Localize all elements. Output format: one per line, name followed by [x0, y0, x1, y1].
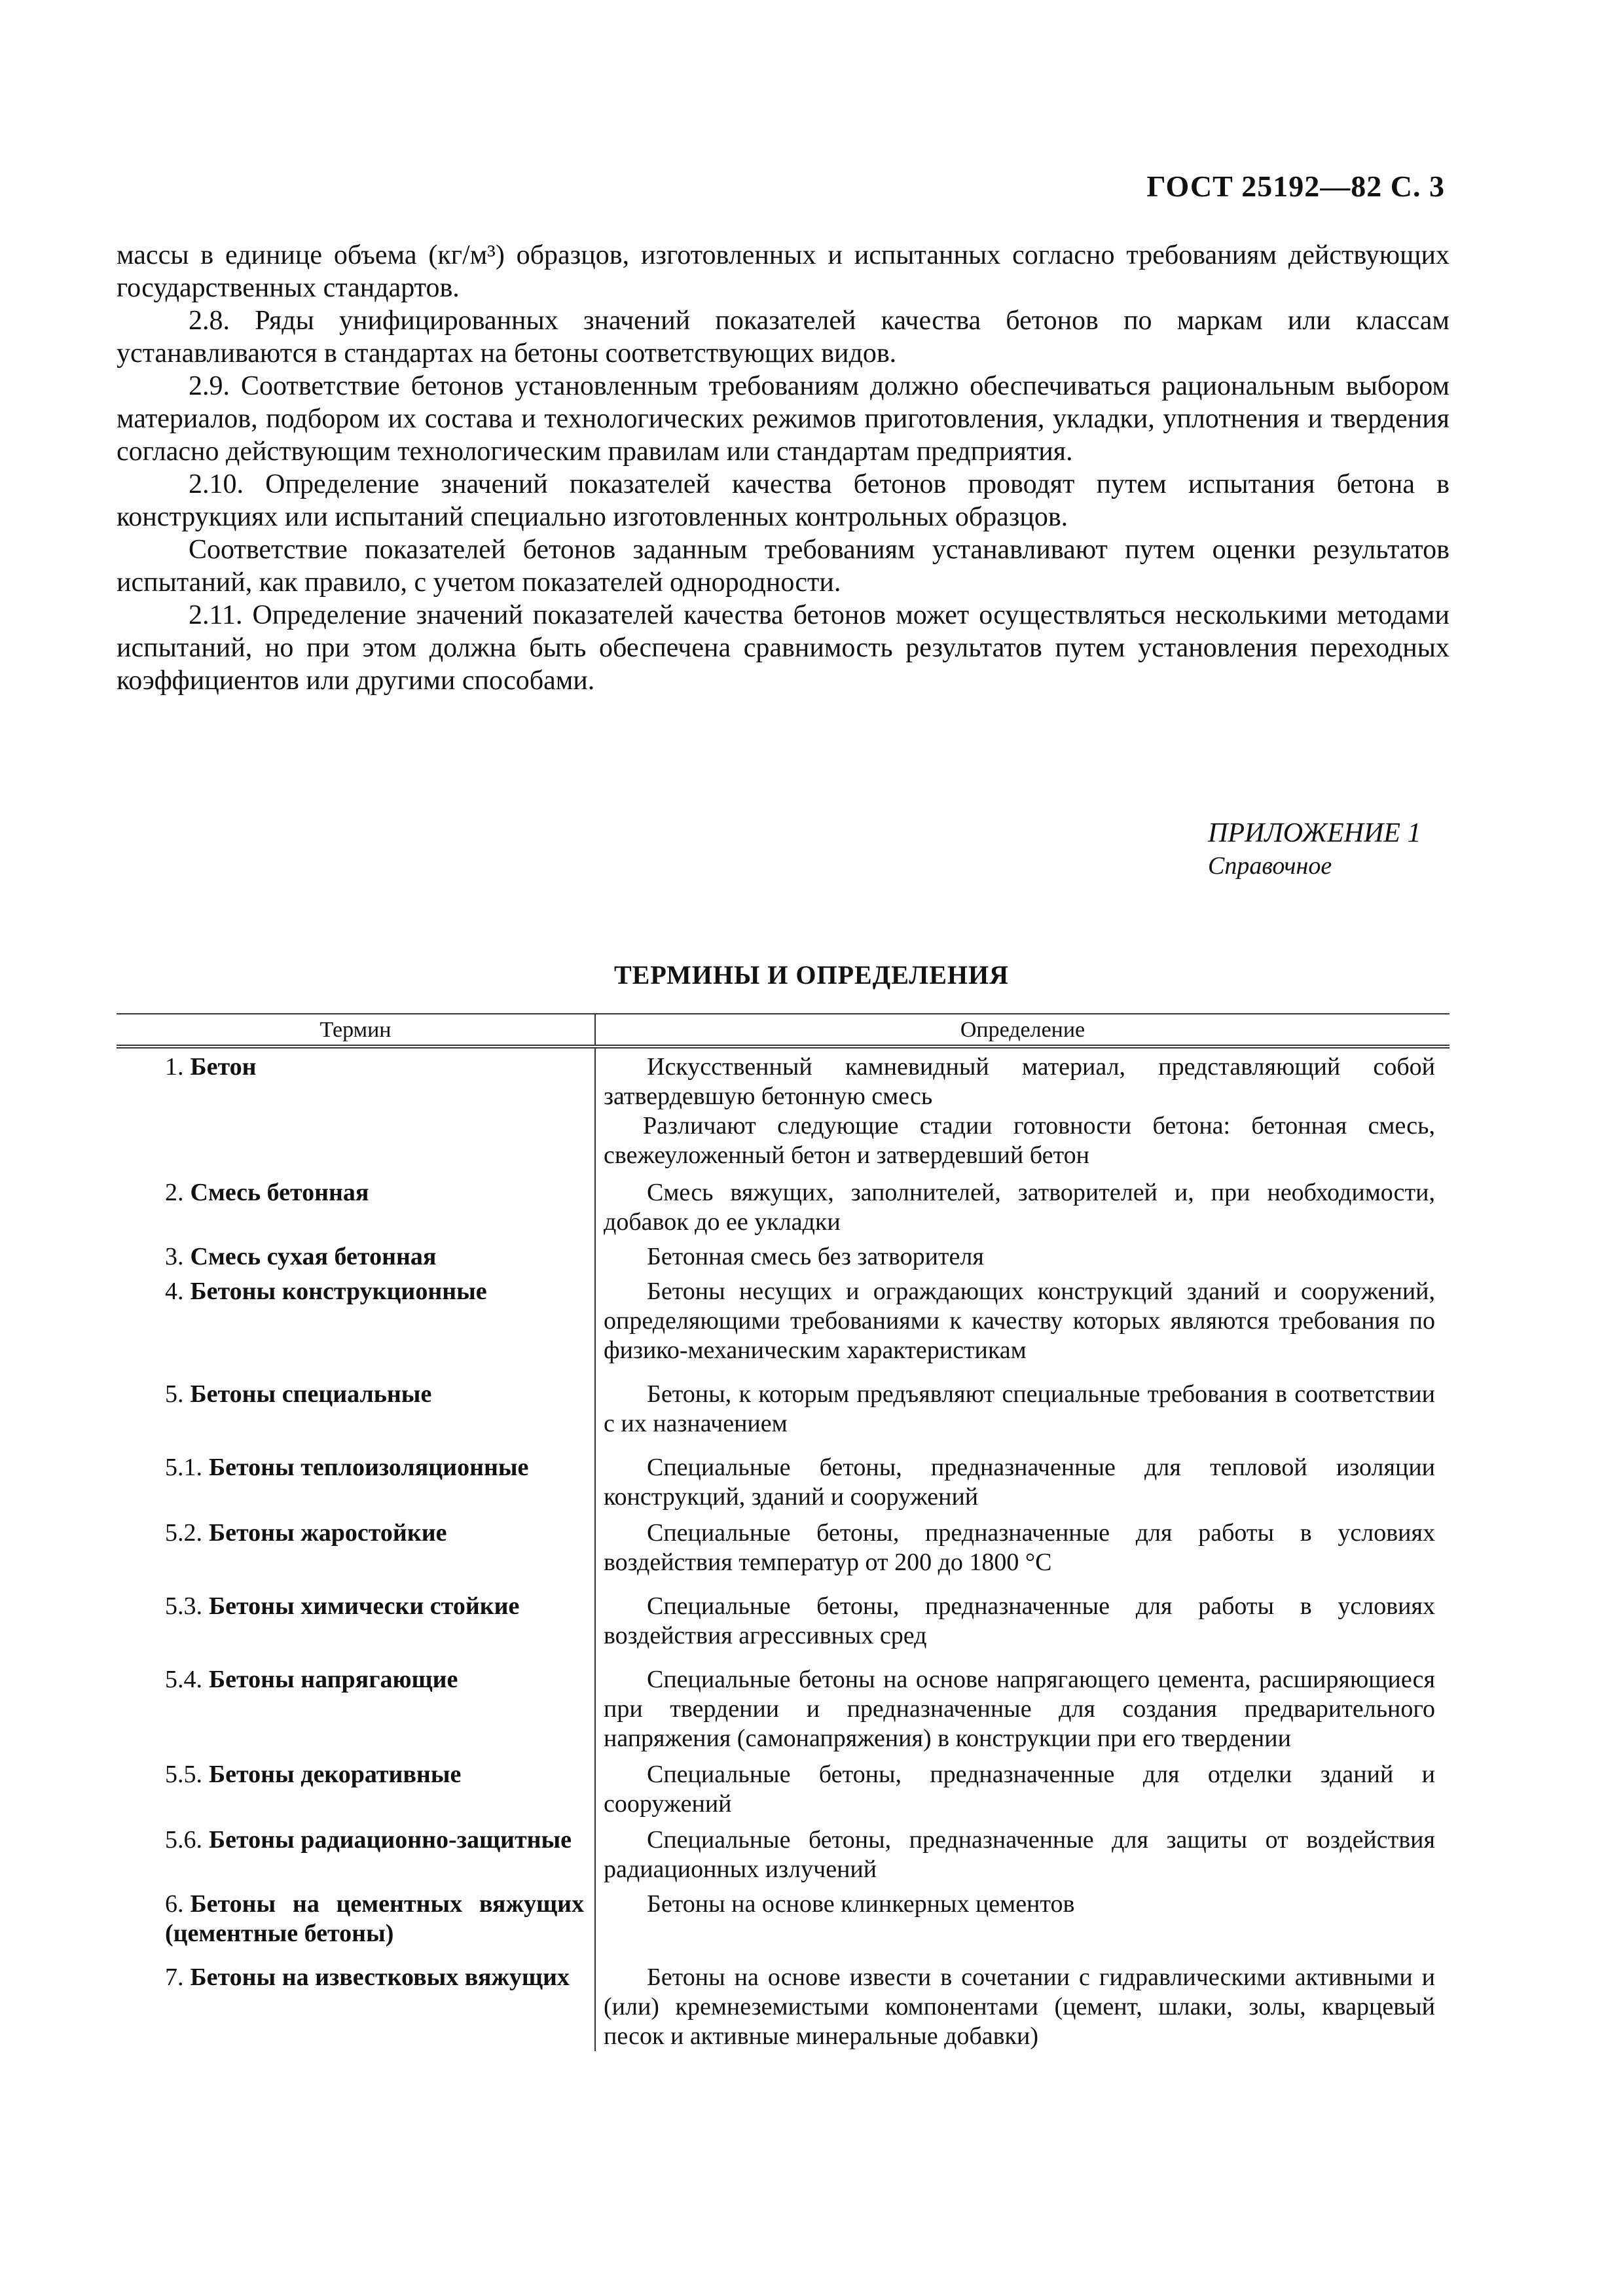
term-name: Бетоны специальные [190, 1380, 432, 1408]
table-row [117, 1884, 1450, 1948]
table-row [117, 1651, 1450, 1753]
table-row [117, 1819, 1450, 1884]
body-text [117, 239, 1450, 697]
term-number: 4. [165, 1278, 184, 1305]
term-number: 5. [165, 1380, 184, 1408]
term-name: Бетон [190, 1053, 257, 1081]
term-number: 3. [165, 1243, 184, 1270]
term-number: 5.3. [165, 1592, 202, 1620]
term-cell [117, 1592, 594, 1651]
paragraph: массы в единице объема (кг/м³) образцов, изготовленных и испытанных согласно требованиям действующих государственных стандартов. [117, 240, 1450, 303]
definition-cell [594, 1890, 1450, 1948]
term-name: Бетоны жаростойкие [209, 1519, 447, 1547]
term-number: 7. [165, 1964, 184, 1991]
definition-cell [594, 1178, 1450, 1237]
table-row [117, 1948, 1450, 2051]
definition-cell [594, 1277, 1450, 1365]
definition-text: Специальные бетоны, предназначенные для работы в условиях воздействия температур от 200 до 1800 °С [604, 1519, 1435, 1576]
term-cell [117, 1453, 594, 1512]
definition-text: Бетоны на основе извести в сочетании с гидравлическими активными и (или) кремнеземистыми компонентами (цемент, шлаки, золы, кварцевый песок и активные минеральные добавки) [604, 1964, 1435, 2050]
table-row [117, 1170, 1450, 1237]
paragraph: 2.9. Соответствие бетонов установленным требованиям должно обеспечиваться рациональным выбором материалов, подбором их состава и технологических режимов приготовления, укладки, уплотнения и твердения согласно действующим технологическим правилам или стандартам предприятия. [117, 371, 1450, 467]
term-cell [117, 1825, 594, 1884]
term-name: Бетоны радиационно-защитные [209, 1826, 572, 1854]
definition-cell [594, 1963, 1450, 2051]
term-cell [117, 1760, 594, 1819]
table-row [117, 1439, 1450, 1512]
definition-text: Различают следующие стадии готовности бетона: бетонная смесь, свежеуложенный бетон и затвердевший бетон [604, 1112, 1435, 1169]
term-number: 5.5. [165, 1761, 202, 1788]
header-definition: Определение [960, 1017, 1085, 1042]
definition-cell [594, 1242, 1450, 1272]
paragraph: 2.10. Определение значений показателей качества бетонов проводят путем испытания бетона в конструкциях или испытаний специально изготовленных контрольных образцов. [117, 469, 1450, 532]
term-number: 5.4. [165, 1666, 202, 1693]
definition-text: Специальные бетоны на основе напрягающего цемента, расширяющиеся при твердении и предназначенные для создания предварительного напряжения (самонапряжения) в конструкции при его твердении [604, 1666, 1435, 1752]
term-name: Бетоны химически стойкие [209, 1592, 520, 1620]
appendix-kind: Справочное [1208, 852, 1332, 880]
paragraph: Соответствие показателей бетонов заданным требованиям устанавливают путем оценки результатов испытаний, как правило, с учетом показателей однородности. [117, 535, 1450, 598]
table-row [117, 1512, 1450, 1577]
definition-cell [594, 1518, 1450, 1577]
term-number: 6. [165, 1890, 184, 1918]
term-name: Бетоны теплоизоляционные [209, 1454, 529, 1481]
definition-cell [594, 1825, 1450, 1884]
appendix-title: ПРИЛОЖЕНИЕ 1 [1208, 818, 1421, 848]
term-number: 5.6. [165, 1826, 202, 1854]
definition-cell [594, 1453, 1450, 1512]
definition-text: Бетонная смесь без затворителя [647, 1243, 984, 1270]
table-row [117, 1049, 1450, 1170]
term-name: Смесь бетонная [190, 1179, 369, 1206]
definition-text: Специальные бетоны, предназначенные для работы в условиях воздействия агрессивных сред [604, 1592, 1435, 1649]
terms-table [117, 1013, 1450, 2051]
definition-text: Бетоны, к которым предъявляют специальные требования в соответствии с их назначением [604, 1380, 1435, 1437]
term-number: 1. [165, 1053, 184, 1081]
term-cell [117, 1178, 594, 1237]
paragraph: 2.8. Ряды унифицированных значений показателей качества бетонов по маркам или классам устанавливаются в стандартах на бетоны соответствующих видов. [117, 306, 1450, 368]
term-cell [117, 1518, 594, 1577]
table-row [117, 1753, 1450, 1819]
definition-text: Специальные бетоны, предназначенные для тепловой изоляции конструкций, зданий и сооружений [604, 1454, 1435, 1511]
term-cell [117, 1963, 594, 2051]
term-cell [117, 1890, 594, 1948]
term-cell [117, 1277, 594, 1365]
table-body [117, 1049, 1450, 2051]
definition-text: Искусственный камневидный материал, представляющий собой затвердевшую бетонную смесь [604, 1053, 1435, 1110]
definition-cell [594, 1052, 1450, 1170]
appendix-label [1208, 817, 1421, 882]
definition-cell [594, 1380, 1450, 1439]
term-cell [117, 1052, 594, 1170]
term-cell [117, 1665, 594, 1753]
definition-text: Специальные бетоны, предназначенные для защиты от воздействия радиационных излучений [604, 1826, 1435, 1883]
term-name: Бетоны на цементных вяжущих (цементные бетоны) [165, 1890, 584, 1947]
header-term: Термин [117, 1014, 596, 1045]
table-row [117, 1237, 1450, 1272]
term-name: Бетоны декоративные [209, 1761, 462, 1788]
table-header [117, 1013, 1450, 1049]
term-number: 2. [165, 1179, 184, 1206]
section-title: ТЕРМИНЫ И ОПРЕДЕЛЕНИЯ [613, 960, 1009, 990]
term-name: Бетоны напрягающие [209, 1666, 458, 1693]
term-cell [117, 1242, 594, 1272]
definition-cell [594, 1592, 1450, 1651]
term-number: 5.1. [165, 1454, 202, 1481]
definition-cell [594, 1665, 1450, 1753]
term-cell [117, 1380, 594, 1439]
definition-text: Специальные бетоны, предназначенные для отделки зданий и сооружений [604, 1761, 1435, 1818]
term-name: Бетоны на известковых вяжущих [190, 1964, 570, 1991]
paragraph: 2.11. Определение значений показателей качества бетонов может осуществляться несколькими методами испытаний, но при этом должна быть обеспечена сравнимость результатов путем установления переходных коэффициентов или другими способами. [117, 600, 1450, 696]
table-row [117, 1272, 1450, 1365]
table-row [117, 1577, 1450, 1651]
term-number: 5.2. [165, 1519, 202, 1547]
definition-text: Смесь вяжущих, заполнителей, затворителей и, при необходимости, добавок до ее укладки [604, 1179, 1435, 1236]
term-name: Бетоны конструкционные [190, 1278, 487, 1305]
definition-text: Бетоны на основе клинкерных цементов [647, 1890, 1075, 1918]
table-row [117, 1365, 1450, 1439]
definition-text: Бетоны несущих и ограждающих конструкций зданий и сооружений, определяющими требованиями к качеству которых являются требования по физико-механическим характеристикам [604, 1278, 1435, 1364]
term-name: Смесь сухая бетонная [190, 1243, 437, 1270]
definition-cell [594, 1760, 1450, 1819]
page-header: ГОСТ 25192—82 С. 3 [1146, 170, 1445, 203]
